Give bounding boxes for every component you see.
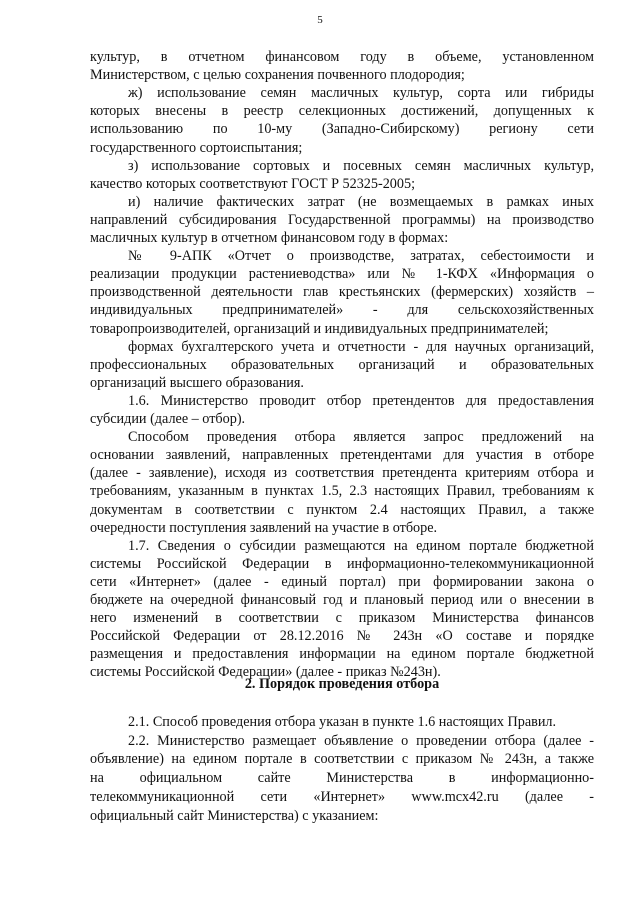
- text-line: масличных культур в отчетном финансовом году в формах:: [90, 230, 449, 246]
- text-line: документам в соответствии с пунктом 2.4 настоящих Правил, а также: [90, 501, 594, 518]
- text-line: профессиональных образовательных организаций и образовательных: [90, 356, 594, 373]
- text-line: размещения и предоставления информации на едином портале бюджетной: [90, 646, 594, 663]
- text-line: 2.2. Министерство размещает объявление о проведении отбора (далее -: [128, 732, 594, 749]
- text-line: реализации продукции растениеводства» или № 1-КФХ «Информация о: [90, 266, 594, 283]
- text-line: индивидуальных предпринимателей» - для сельскохозяйственных: [90, 302, 594, 319]
- text-line: государственного сортоиспытания;: [90, 139, 303, 156]
- text-line: бюджете на очередной финансовый год и плановый период или о внесении в: [90, 592, 594, 608]
- text-line: формах бухгалтерского учета и отчетности - для научных организаций,: [128, 338, 594, 355]
- page-number: 5: [317, 14, 323, 26]
- text-line: культур, в отчетном финансовом году в объеме, установленном: [90, 49, 594, 65]
- text-line: на официальном сайте Министерства в информационно-: [90, 770, 594, 787]
- text-line: Способом проведения отбора является запрос предложений на: [128, 429, 594, 446]
- text-line: телекоммуникационной сети «Интернет» www.mcx42.ru (далее -: [90, 788, 594, 805]
- text-line: субсидии (далее – отбор).: [90, 411, 246, 427]
- text-line: (далее - заявление), исходя из соответствия претендента критериям отбора и: [90, 465, 594, 482]
- text-line: № 9-АПК «Отчет о производстве, затратах, себестоимости и: [128, 248, 594, 265]
- text-line: ж) использование семян масличных культур, сорта или гибриды: [128, 85, 594, 102]
- text-line: использованию по 10-му (Западно-Сибирскому) региону сети: [90, 121, 594, 138]
- text-line: производственной деятельности глав крестьянских (фермерских) хозяйств –: [90, 284, 594, 301]
- text-line: и) наличие фактических затрат (не возмещаемых в рамках иных: [128, 193, 594, 210]
- text-line: 1.6. Министерство проводит отбор претендентов для предоставления: [128, 392, 594, 409]
- text-line: системы Российской Федерации» (далее - приказ №243н).: [90, 664, 441, 681]
- text-line: объявление) на едином портале в соответствии с приказом № 243н, а также: [90, 751, 594, 768]
- text-line: системы Российской Федерации в информационно-телекоммуникационной: [90, 555, 594, 572]
- text-line: товаропроизводителей, организаций и индивидуальных предпринимателей;: [90, 320, 549, 337]
- text-line: требованиям, указанным в пунктах 1.5, 2.3 настоящих Правил, требованиям к: [90, 483, 594, 500]
- text-line: Российской Федерации от 28.12.2016 № 243н «О составе и порядке: [90, 628, 594, 645]
- text-line: Министерством, с целью сохранения почвенного плодородия;: [90, 67, 465, 84]
- text-line: которых внесены в реестр селекционных достижений, допущенных к: [90, 103, 594, 120]
- text-line: него изменений в соответствии с приказом Министерства финансов: [90, 610, 594, 627]
- text-line: официальный сайт Министерства) с указанием:: [90, 807, 379, 824]
- text-line: очередности поступления заявлений на участие в отборе.: [90, 519, 438, 536]
- text-line: качество которых соответствуют ГОСТ Р 52325-2005;: [90, 175, 416, 192]
- text-line: организаций высшего образования.: [90, 374, 304, 391]
- text-line: направлений субсидирования Государственной программы) на производство: [90, 211, 594, 228]
- text-line: 1.7. Сведения о субсидии размещаются на едином портале бюджетной: [128, 537, 594, 554]
- text-line: з) использование сортовых и посевных семян масличных культур,: [128, 157, 594, 174]
- text-line: 2.1. Способ проведения отбора указан в пункте 1.6 настоящих Правил.: [128, 714, 557, 730]
- section-2-title: 2. Порядок проведения отбора: [244, 676, 440, 692]
- text-line: основании заявлений, направленных претендентами для участия в отборе: [90, 447, 594, 464]
- text-line: сети «Интернет» (далее - единый портал) при формировании закона о: [90, 573, 594, 590]
